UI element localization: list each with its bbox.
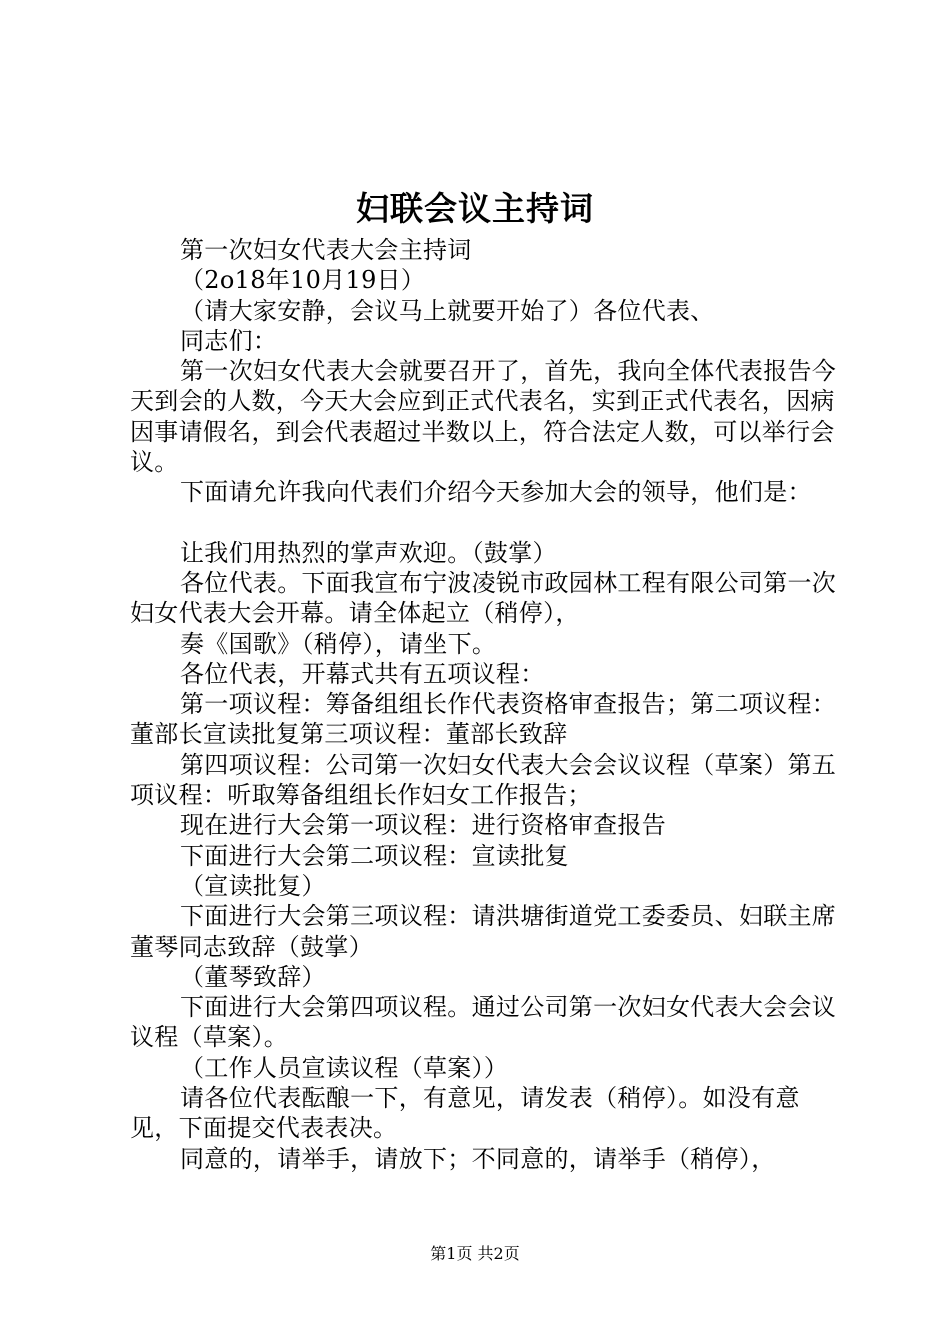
page-footer: 第1页 共2页	[430, 1244, 520, 1263]
document-body	[130, 235, 845, 1174]
paragraph: 第一次妇女代表大会主持词	[180, 236, 472, 264]
paragraph: 下面进行大会第二项议程：宣读批复	[180, 841, 569, 870]
paragraph: 各位代表。下面我宣布宁波凌锐市政园林工程有限公司第一次妇女代表大会开幕。请全体起立（稍停），	[130, 568, 837, 628]
paragraph: 请各位代表酝酿一下，有意见，请发表（稍停）。如没有意见，下面提交代表表决。	[130, 1084, 800, 1143]
paragraph: 各位代表，开幕式共有五项议程：	[180, 659, 545, 688]
paragraph: 现在进行大会第一项议程：进行资格审查报告	[180, 811, 666, 840]
paragraph: （董琴致辞）	[180, 962, 326, 991]
paragraph: 下面请允许我向代表们介绍今天参加大会的领导，他们是：	[180, 478, 812, 507]
paragraph: （请大家安静，会议马上就要开始了）各位代表、	[180, 296, 715, 325]
paragraph: （工作人员宣读议程（草案））	[180, 1053, 509, 1082]
paragraph: 下面进行大会第四项议程。通过公司第一次妇女代表大会会议议程（草案）。	[130, 993, 837, 1052]
blank-line	[130, 508, 845, 538]
paragraph: 下面进行大会第三项议程：请洪塘街道党工委委员、妇联主席董琴同志致辞（鼓掌）	[130, 902, 837, 961]
paragraph: 第一次妇女代表大会就要召开了，首先，我向全体代表报告今天到会的人数，今天大会应到正式代表名，实到正式代表名，因病因事请假名，到会代表超过半数以上，符合法定人数，可以举行会议。	[130, 357, 837, 477]
paragraph: 同志们：	[180, 326, 278, 355]
paragraph: 第一项议程：筹备组组长作代表资格审查报告；第二项议程：董部长宣读批复第三项议程：董部长致辞	[130, 690, 837, 749]
document-title: 妇联会议主持词	[356, 189, 594, 228]
paragraph: 让我们用热烈的掌声欢迎。（鼓掌）	[180, 538, 557, 567]
paragraph: 第四项议程：公司第一次妇女代表大会会议议程（草案）第五项议程：听取筹备组组长作妇女工作报告；	[130, 750, 837, 810]
paragraph-date: （2o18年10月19日）	[180, 266, 426, 295]
paragraph: 奏《国歌》（稍停），请坐下。	[180, 629, 497, 658]
paragraph: （宣读批复）	[180, 871, 326, 900]
paragraph: 同意的，请举手，请放下；不同意的，请举手（稍停），	[180, 1144, 776, 1173]
